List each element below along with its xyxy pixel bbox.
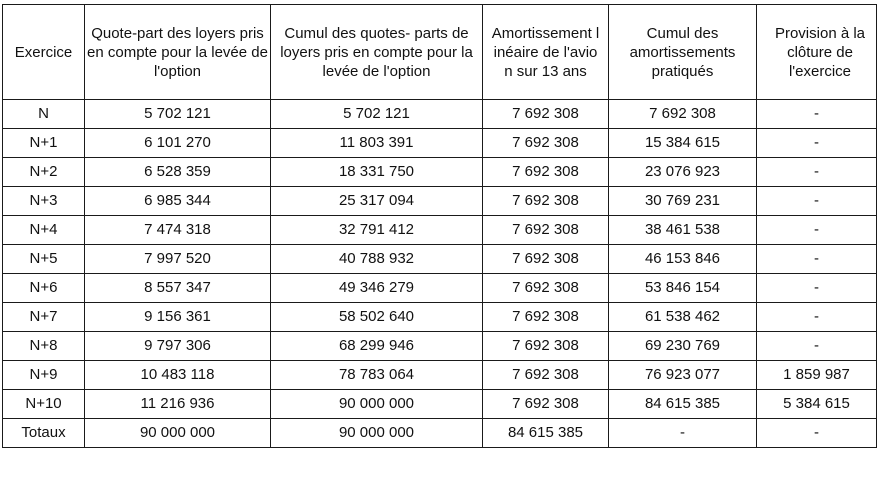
table-row xyxy=(3,390,877,419)
cell-provision: - xyxy=(757,187,877,216)
cell-cumul-quotes-parts: 90 000 000 xyxy=(271,419,483,448)
cell-amortissement: 7 692 308 xyxy=(483,361,609,390)
cell-exercice: N+1 xyxy=(3,129,85,158)
cell-cumul-amortissements: 7 692 308 xyxy=(609,100,757,129)
cell-cumul-quotes-parts: 11 803 391 xyxy=(271,129,483,158)
table-row xyxy=(3,245,877,274)
cell-exercice: N xyxy=(3,100,85,129)
cell-cumul-quotes-parts: 40 788 932 xyxy=(271,245,483,274)
cell-cumul-amortissements: 15 384 615 xyxy=(609,129,757,158)
cell-amortissement: 7 692 308 xyxy=(483,158,609,187)
cell-cumul-quotes-parts: 18 331 750 xyxy=(271,158,483,187)
table-row xyxy=(3,187,877,216)
cell-provision: - xyxy=(757,245,877,274)
cell-exercice: N+2 xyxy=(3,158,85,187)
header-provision-label: Provision à la clôture de l'exercice xyxy=(774,24,866,80)
cell-amortissement: 7 692 308 xyxy=(483,245,609,274)
cell-cumul-amortissements: 46 153 846 xyxy=(609,245,757,274)
header-cumul-quotes-parts: Cumul des quotes- parts de loyers pris en compte pour la levée de l'option xyxy=(271,5,483,100)
cell-provision: - xyxy=(757,274,877,303)
table-row xyxy=(3,274,877,303)
table-row xyxy=(3,129,877,158)
cell-amortissement: 7 692 308 xyxy=(483,216,609,245)
cell-amortissement: 7 692 308 xyxy=(483,332,609,361)
cell-provision: - xyxy=(757,419,877,448)
cell-quote-part: 6 101 270 xyxy=(85,129,271,158)
cell-cumul-quotes-parts: 32 791 412 xyxy=(271,216,483,245)
table-body xyxy=(3,100,877,448)
cell-exercice: N+6 xyxy=(3,274,85,303)
cell-amortissement: 7 692 308 xyxy=(483,129,609,158)
table-row xyxy=(3,332,877,361)
cell-exercice: N+9 xyxy=(3,361,85,390)
cell-quote-part: 8 557 347 xyxy=(85,274,271,303)
table-row xyxy=(3,158,877,187)
cell-cumul-amortissements: 61 538 462 xyxy=(609,303,757,332)
amortization-table xyxy=(2,4,877,448)
cell-quote-part: 9 797 306 xyxy=(85,332,271,361)
table-row xyxy=(3,100,877,129)
cell-cumul-amortissements: 38 461 538 xyxy=(609,216,757,245)
cell-amortissement: 84 615 385 xyxy=(483,419,609,448)
cell-cumul-amortissements: 23 076 923 xyxy=(609,158,757,187)
cell-quote-part: 7 997 520 xyxy=(85,245,271,274)
cell-exercice: N+4 xyxy=(3,216,85,245)
cell-cumul-amortissements: 76 923 077 xyxy=(609,361,757,390)
cell-exercice: N+3 xyxy=(3,187,85,216)
cell-quote-part: 5 702 121 xyxy=(85,100,271,129)
cell-amortissement: 7 692 308 xyxy=(483,100,609,129)
cell-exercice: N+7 xyxy=(3,303,85,332)
cell-cumul-amortissements: 69 230 769 xyxy=(609,332,757,361)
cell-provision: 1 859 987 xyxy=(757,361,877,390)
cell-quote-part: 6 985 344 xyxy=(85,187,271,216)
table-row xyxy=(3,419,877,448)
cell-cumul-quotes-parts: 90 000 000 xyxy=(271,390,483,419)
cell-provision: - xyxy=(757,216,877,245)
cell-exercice: N+10 xyxy=(3,390,85,419)
header-quote-part: Quote-part des loyers pris en compte pour la levée de l'option xyxy=(85,5,271,100)
header-exercice: Exercice xyxy=(3,5,85,100)
table-row xyxy=(3,361,877,390)
cell-quote-part: 90 000 000 xyxy=(85,419,271,448)
header-amortissement-label: Amortissement linéaire de l'avion sur 13 ans xyxy=(491,24,600,80)
cell-amortissement: 7 692 308 xyxy=(483,390,609,419)
cell-cumul-quotes-parts: 5 702 121 xyxy=(271,100,483,129)
table-row xyxy=(3,303,877,332)
cell-quote-part: 7 474 318 xyxy=(85,216,271,245)
cell-provision: - xyxy=(757,303,877,332)
cell-provision: - xyxy=(757,129,877,158)
cell-cumul-amortissements: 84 615 385 xyxy=(609,390,757,419)
cell-amortissement: 7 692 308 xyxy=(483,274,609,303)
cell-quote-part: 11 216 936 xyxy=(85,390,271,419)
cell-amortissement: 7 692 308 xyxy=(483,303,609,332)
table-row xyxy=(3,216,877,245)
cell-cumul-quotes-parts: 78 783 064 xyxy=(271,361,483,390)
cell-cumul-quotes-parts: 25 317 094 xyxy=(271,187,483,216)
cell-exercice: N+8 xyxy=(3,332,85,361)
cell-provision: 5 384 615 xyxy=(757,390,877,419)
cell-cumul-quotes-parts: 58 502 640 xyxy=(271,303,483,332)
cell-exercice: N+5 xyxy=(3,245,85,274)
cell-cumul-amortissements: 53 846 154 xyxy=(609,274,757,303)
header-cumul-amortissements: Cumul des amortissements pratiqués xyxy=(609,5,757,100)
cell-quote-part: 9 156 361 xyxy=(85,303,271,332)
cell-quote-part: 10 483 118 xyxy=(85,361,271,390)
header-row xyxy=(3,5,877,100)
header-provision xyxy=(757,5,877,100)
cell-quote-part: 6 528 359 xyxy=(85,158,271,187)
cell-cumul-amortissements: - xyxy=(609,419,757,448)
cell-amortissement: 7 692 308 xyxy=(483,187,609,216)
cell-exercice: Totaux xyxy=(3,419,85,448)
cell-cumul-quotes-parts: 68 299 946 xyxy=(271,332,483,361)
cell-provision: - xyxy=(757,332,877,361)
cell-provision: - xyxy=(757,158,877,187)
header-amortissement xyxy=(483,5,609,100)
cell-provision: - xyxy=(757,100,877,129)
cell-cumul-quotes-parts: 49 346 279 xyxy=(271,274,483,303)
cell-cumul-amortissements: 30 769 231 xyxy=(609,187,757,216)
